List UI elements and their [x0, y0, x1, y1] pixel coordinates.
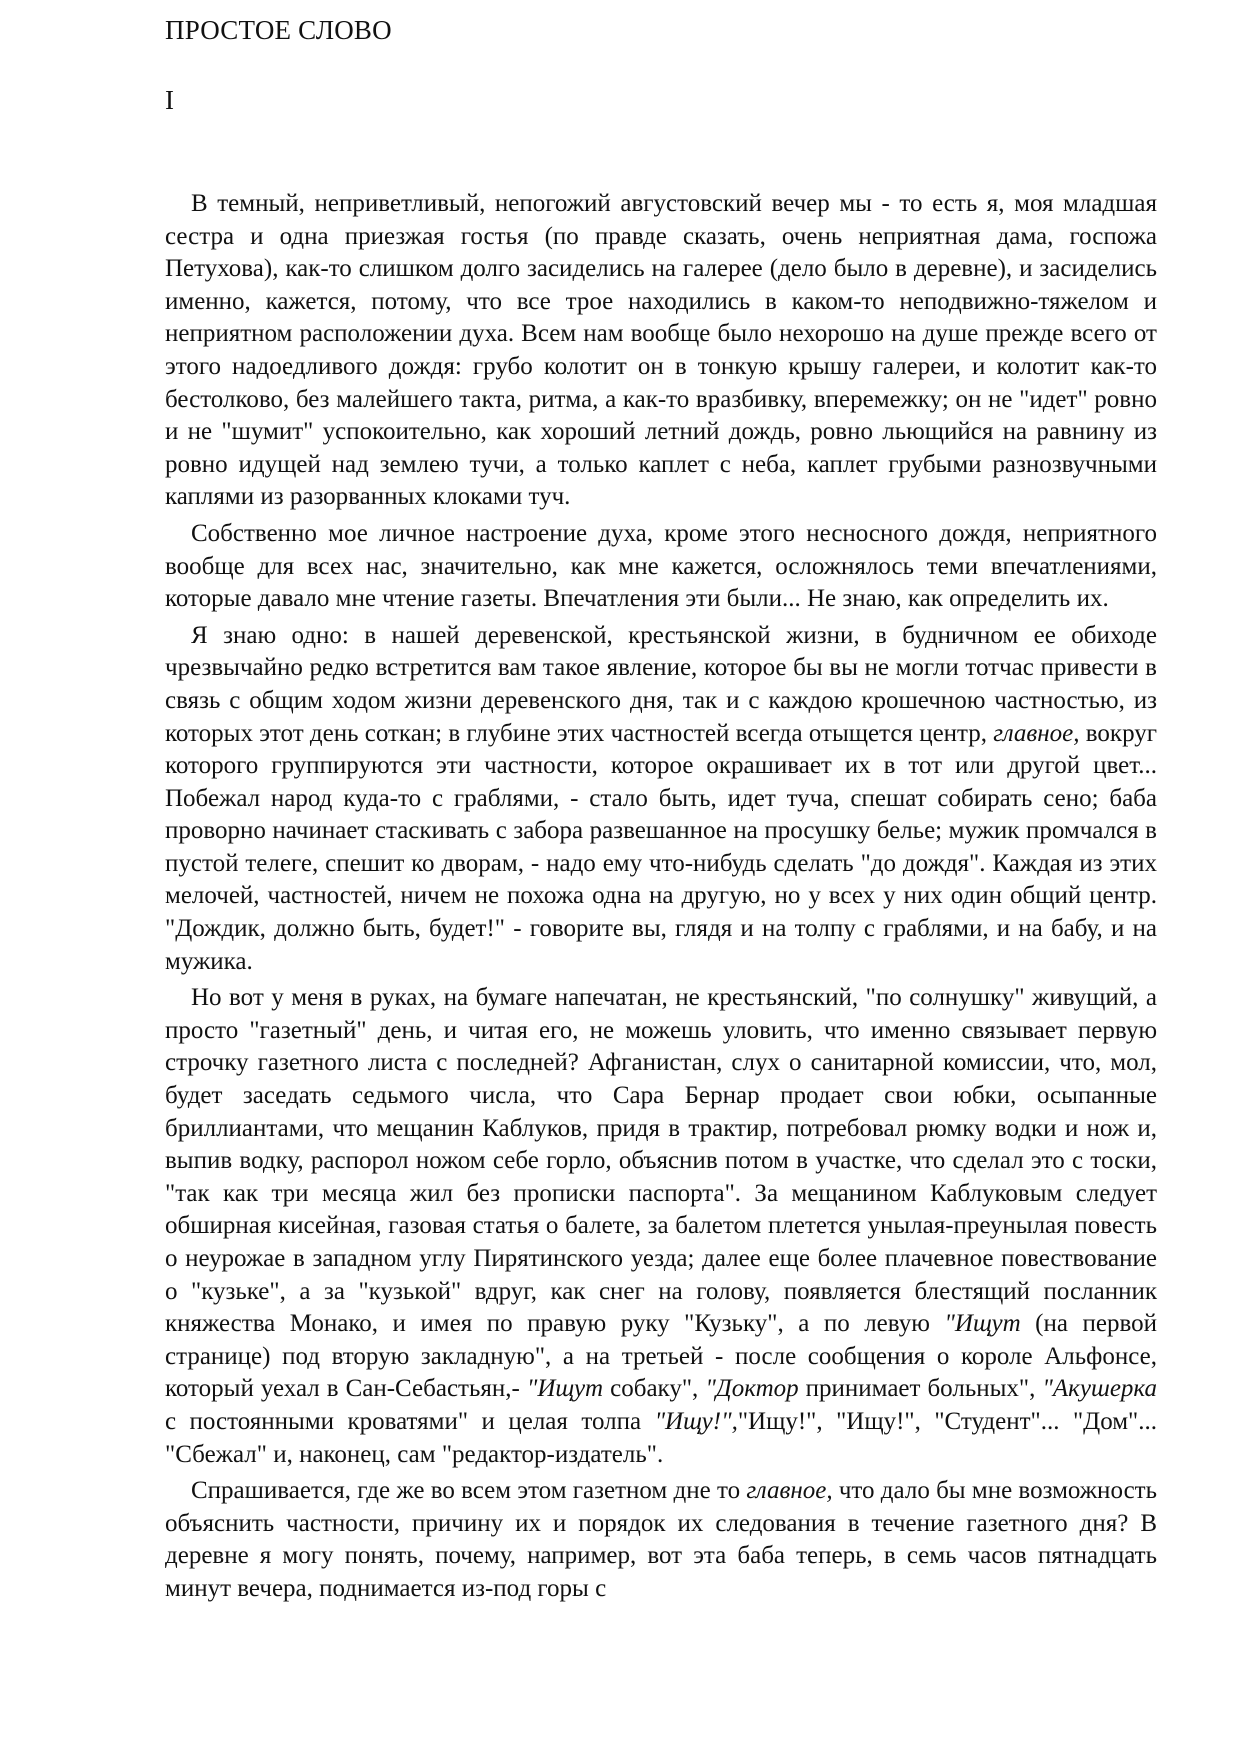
- document-page: [165, 12, 1157, 1610]
- text-run: В темный, неприветливый, непогожий августовский вечер мы - то есть я, моя младшая сестра и одна приезжая гостья (по правде сказать, очень неприятная дама, госпожа Петухова), как-то слишком долго засиделись на галерее (дело было в деревне), и засиделись именно, кажется, потому, что все трое находились в каком-то неподвижно-тяжелом и неприятном расположении духа. Всем нам вообще было нехорошо на душе прежде всего от этого надоедливого дождя: грубо колотит он в тонкую крышу галереи, и колотит как-то бестолково, без малейшего такта, ритма, а как-то вразбивку, вперемежку; он не "идет" ровно и не "шумит" успокоительно, как хороший летний дождь, ровно льющийся на равнину из ровно идущей над землею тучи, а только каплет с неба, каплет грубыми разнозвучными каплями из разорванных клоками туч.: [165, 190, 1157, 511]
- text-run: Но вот у меня в руках, на бумаге напечатан, не крестьянский, "по солнушку" живущий, а просто "газетный" день, и читая его, не можешь уловить, что именно связывает первую строчку газетного листа с последней? Афганистан, слух о санитарной комиссии, что, мол, будет заседать седьмого числа, что Сара Бернар продает свои юбки, осыпанные бриллиантами, что мещанин Каблуков, придя в трактир, потребовал рюмку водки и нож и, выпив водку, распорол ножом себе горло, объяснив потом в участке, что сделал это с тоски, "так как три месяца жил без прописки паспорта". За мещанином Каблуковым следует обширная кисейная, газовая статья о балете, за балетом плетется унылая-преунылая повесть о неурожае в западном углу Пирятинского уезда; далее еще более плачевное повествование о "кузьке", а за "кузькой" вдруг, как снег на голову, появляется блестящий посланник княжества Монако, и имея по правую руку "Кузьку", а по левую: [165, 984, 1157, 1338]
- italic-text: "Акушерка: [1042, 1375, 1157, 1403]
- paragraph: [165, 982, 1157, 1471]
- text-run: (на первой странице) под вторую закладную", а на третьей - после сообщения о короле Альфонсе, который уехал в Сан-Себастьян,-: [165, 1310, 1157, 1403]
- paragraph: [165, 188, 1157, 514]
- text-run: Спрашивается, где же во всем этом газетном дне то: [191, 1477, 747, 1505]
- text-run: что дало бы мне возможность объяснить частности, причину их и порядок их следования в течение газетного дня? В деревне я могу понять, почему, например, вот эта баба теперь, в семь часов пятнадцать минут вечера, поднимается из-под горы с: [165, 1477, 1157, 1602]
- italic-text: "Доктор: [705, 1375, 799, 1403]
- paragraph: [165, 620, 1157, 979]
- italic-text: "Ищут: [944, 1310, 1021, 1338]
- chapter-number: I: [165, 85, 174, 115]
- italic-text: "Ищут: [526, 1375, 604, 1403]
- text-run: собаку",: [603, 1375, 706, 1403]
- text-run: вокруг которого группируются эти частности, которое окрашивает их в тот или другой цвет... Побежал народ куда-то с граблями, - стало быть, идет туча, спешат собирать сено; баба проворно начинает стаскивать с забора развешанное на просушку белье; мужик промчался в пустой телеге, спешит ко дворам, - надо ему что-нибудь сделать "до дождя". Каждая из этих мелочей, частностей, ничем не похожа одна на другую, но у всех у них один общий центр. "Дождик, должно быть, будет!" - говорите вы, глядя и на толпу с граблями, и на бабу, и на мужика.: [165, 719, 1157, 975]
- italic-text: главное,: [746, 1477, 833, 1505]
- text-run: принимает больных",: [798, 1375, 1043, 1403]
- text-run: Я знаю одно: в нашей деревенской, крестьянской жизни, в будничном ее обиходе чрезвычайно редко встретится вам такое явление, которое бы вы не могли тотчас привести в связь с общим ходом жизни деревенского дня, так и с каждою крошечною частностью, из которых этот день соткан; в глубине этих частностей всегда отыщется центр,: [165, 621, 1157, 747]
- paragraph: [165, 1475, 1157, 1605]
- text-run: с постоянными кроватями" и целая толпа: [165, 1407, 655, 1435]
- document-title: ПРОСТОЕ СЛОВО: [165, 15, 392, 45]
- text-run: "Ищу!", "Ищу!", "Студент"... "Дом"... "Сбежал" и, наконец, сам "редактор-издатель".: [165, 1407, 1157, 1468]
- italic-text: "Ищу!",: [654, 1407, 738, 1435]
- paragraph: [165, 518, 1157, 616]
- document-body: [165, 188, 1157, 1606]
- text-run: Собственно мое личное настроение духа, кроме этого несносного дождя, неприятного вообще для всех нас, значительно, как мне кажется, осложнялось теми впечатлениями, которые давало мне чтение газеты. Впечатления эти были... Не знаю, как определить их.: [165, 519, 1157, 613]
- italic-text: главное,: [993, 719, 1080, 747]
